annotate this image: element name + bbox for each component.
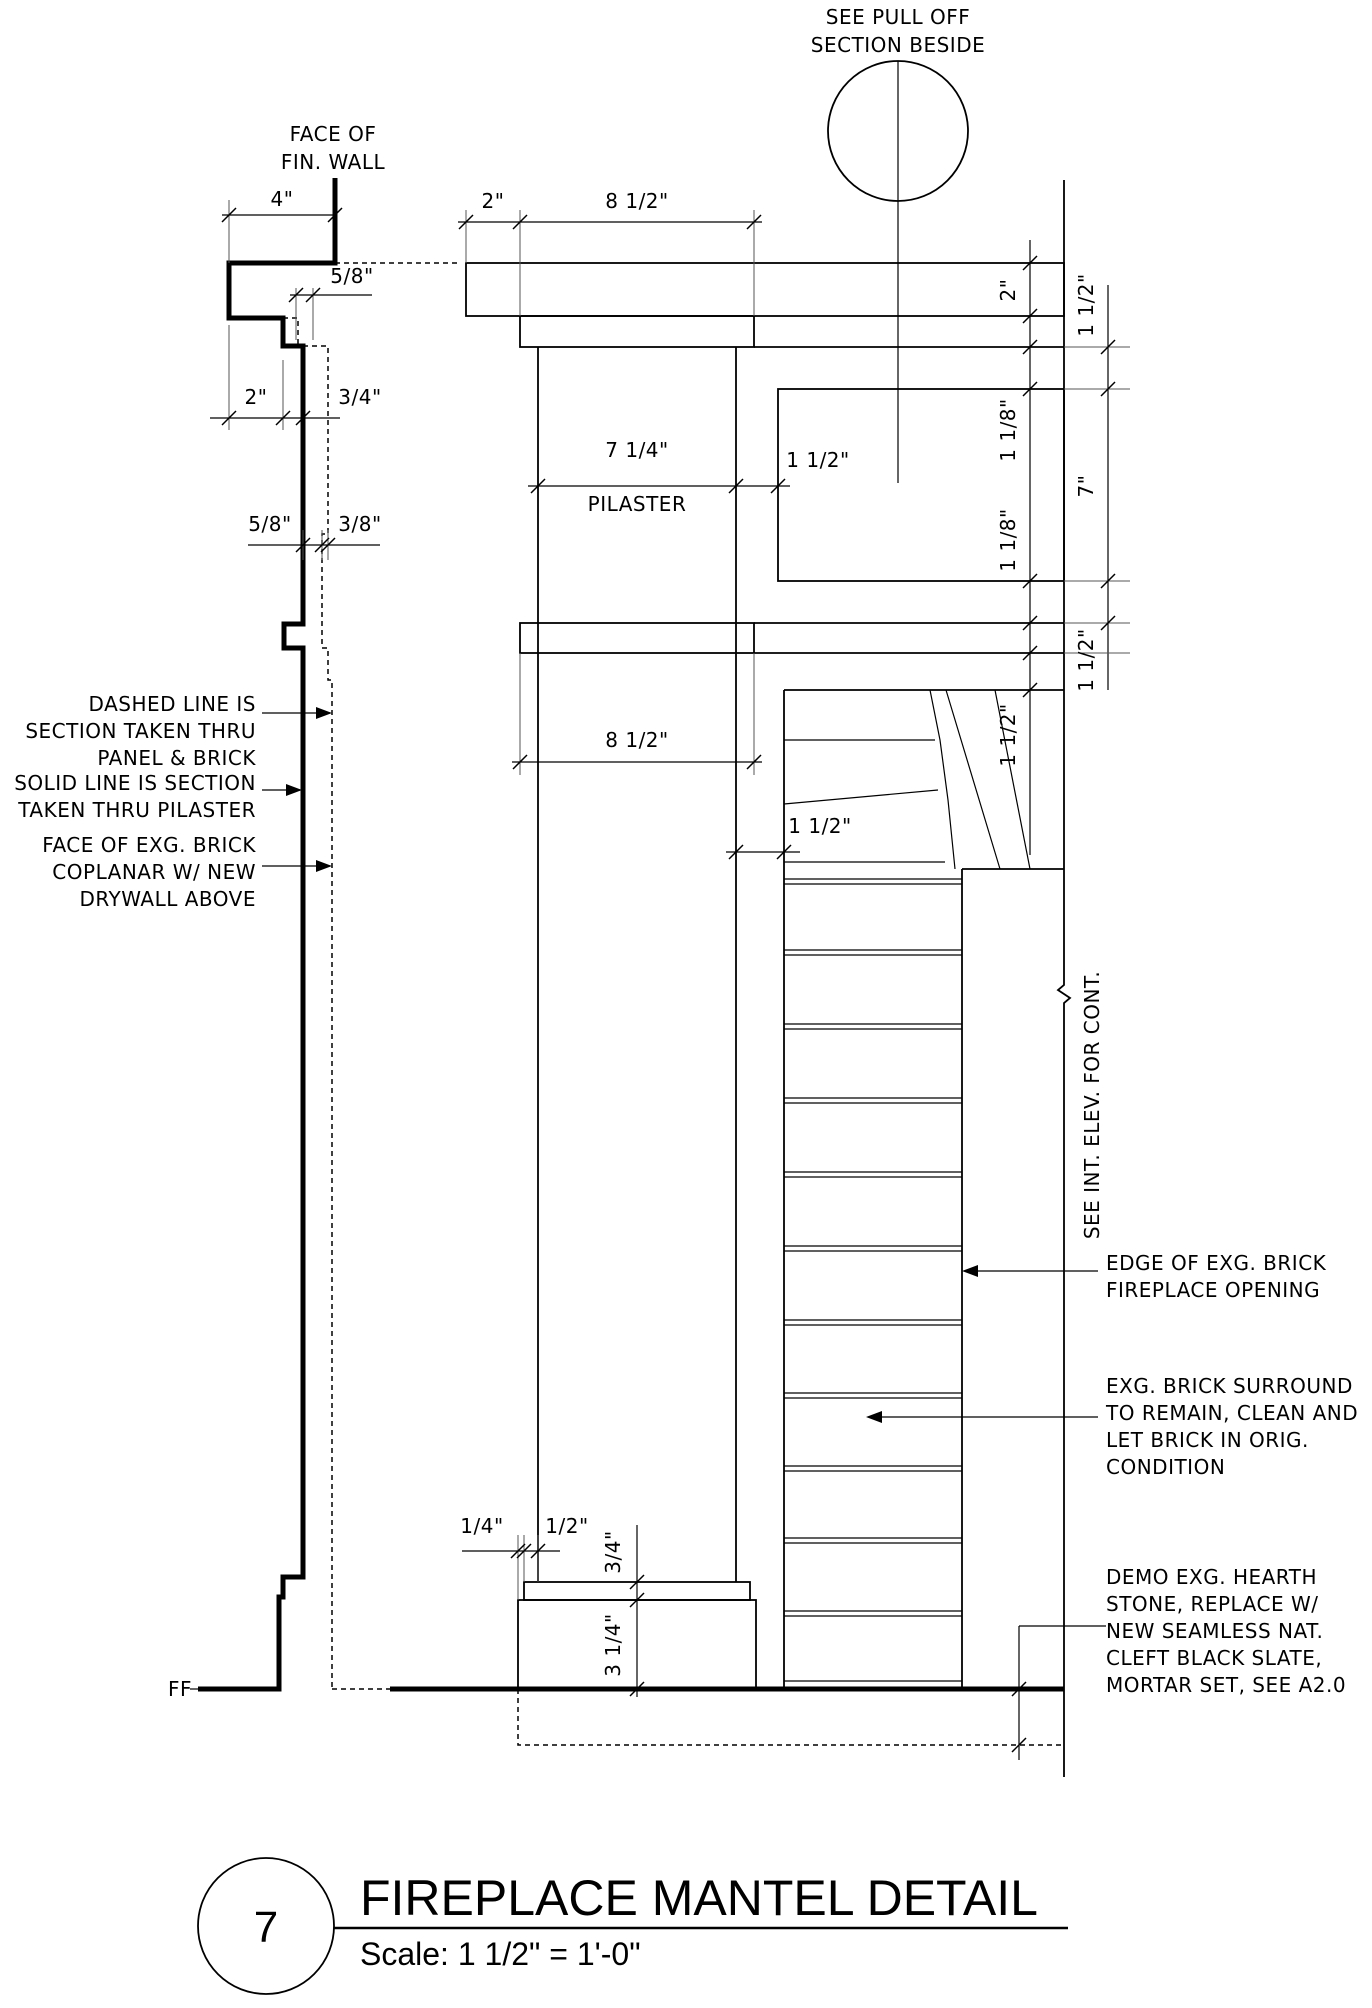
dim-wall-5-8-top: 5/8" (330, 264, 374, 288)
mid-band (520, 623, 754, 653)
dim-base-3-4: 3/4" (601, 1530, 625, 1574)
surround-callout-arrow (866, 1411, 882, 1423)
demo-callout-5: MORTAR SET, SEE A2.0 (1106, 1673, 1347, 1697)
dim-right-7: 7" (1074, 474, 1098, 498)
face-brick-callout-1: FACE OF EXG. BRICK (42, 833, 256, 857)
hearth-outline (518, 1689, 1064, 1745)
dim-right-1-1-2-mid: 1 1/2" (1074, 628, 1098, 692)
dim-wall-2: 2" (244, 385, 268, 409)
wall-section-profile (168, 122, 460, 1701)
right-callouts (866, 1251, 1358, 1697)
dim-right-2: 2" (996, 278, 1020, 302)
pull-off-section-marker (811, 5, 985, 483)
dim-base-1-4: 1/4" (460, 1514, 504, 1538)
dim-brick-1-1-2: 1 1/2" (788, 814, 852, 838)
frieze-block (520, 316, 754, 347)
mantel-shelf (466, 263, 1064, 316)
pull-off-label-2: SECTION BESIDE (810, 33, 986, 57)
dashed-callout-2: SECTION TAKEN THRU (25, 719, 256, 743)
dim-mid-8-1-2: 8 1/2" (605, 728, 669, 752)
right-break-line (1058, 180, 1070, 1777)
mantel-dimensions (458, 189, 1130, 1760)
face-brick-callout-3: DRYWALL ABOVE (79, 887, 256, 911)
title-block (198, 1858, 1068, 1994)
dim-right-1-1-8-a: 1 1/8" (996, 398, 1020, 462)
face-wall-label-2: FIN. WALL (280, 150, 386, 174)
edge-callout-2: FIREPLACE OPENING (1106, 1278, 1321, 1302)
surround-callout-2: TO REMAIN, CLEAN AND (1106, 1401, 1359, 1425)
pull-off-label-1: SEE PULL OFF (825, 5, 971, 29)
dashed-callout-arrow (316, 707, 332, 719)
solid-callout-1: SOLID LINE IS SECTION (14, 771, 256, 795)
demo-callout-1: DEMO EXG. HEARTH (1106, 1565, 1317, 1589)
detail-scale: Scale: 1 1/2" = 1'-0" (360, 1936, 641, 1972)
demo-callout-2: STONE, REPLACE W/ (1106, 1592, 1319, 1616)
surround-callout-4: CONDITION (1106, 1455, 1226, 1479)
dim-top-8-1-2: 8 1/2" (605, 189, 669, 213)
wall-dimensions (210, 187, 382, 560)
solid-callout-arrow (286, 784, 302, 796)
finish-floor-label: FF (168, 1677, 193, 1701)
dim-right-1-1-8-b: 1 1/8" (996, 508, 1020, 572)
dim-wall-3-8: 3/8" (338, 512, 382, 536)
dim-right-1-1-2-top: 1 1/2" (1074, 273, 1098, 337)
surround-callout-1: EXG. BRICK SURROUND (1106, 1374, 1353, 1398)
edge-callout-1: EDGE OF EXG. BRICK (1106, 1251, 1327, 1275)
section-line-callouts (14, 692, 332, 911)
dashed-callout-3: PANEL & BRICK (97, 746, 256, 770)
detail-number: 7 (253, 1903, 279, 1952)
dim-base-3-1-4: 3 1/4" (601, 1613, 625, 1677)
edge-callout-arrow (962, 1265, 978, 1277)
dim-wall-5-8: 5/8" (248, 512, 292, 536)
demo-callout-3: NEW SEAMLESS NAT. (1106, 1619, 1324, 1643)
dim-base-1-2: 1/2" (545, 1514, 589, 1538)
pilaster-label: PILASTER (587, 492, 687, 516)
dim-wall-3-4: 3/4" (338, 385, 382, 409)
raised-panel (778, 389, 1064, 581)
dim-top-2: 2" (481, 189, 505, 213)
dim-pilaster-7-1-4: 7 1/4" (605, 438, 669, 462)
int-elev-note: SEE INT. ELEV. FOR CONT. (1080, 970, 1104, 1240)
dim-panel-1-1-2: 1 1/2" (786, 448, 850, 472)
brick-courses (784, 879, 962, 1681)
demo-callout-4: CLEFT BLACK SLATE, (1106, 1646, 1323, 1670)
surround-callout-3: LET BRICK IN ORIG. (1106, 1428, 1309, 1452)
dim-right-1-1-2-low: 1 1/2" (996, 703, 1020, 767)
face-brick-callout-arrow (316, 860, 332, 872)
face-brick-callout-2: COPLANAR W/ NEW (52, 860, 256, 884)
dim-wall-4: 4" (270, 187, 294, 211)
dashed-callout-1: DASHED LINE IS (88, 692, 256, 716)
solid-callout-2: TAKEN THRU PILASTER (18, 798, 256, 822)
detail-title: FIREPLACE MANTEL DETAIL (360, 1870, 1038, 1926)
face-wall-label-1: FACE OF (289, 122, 377, 146)
